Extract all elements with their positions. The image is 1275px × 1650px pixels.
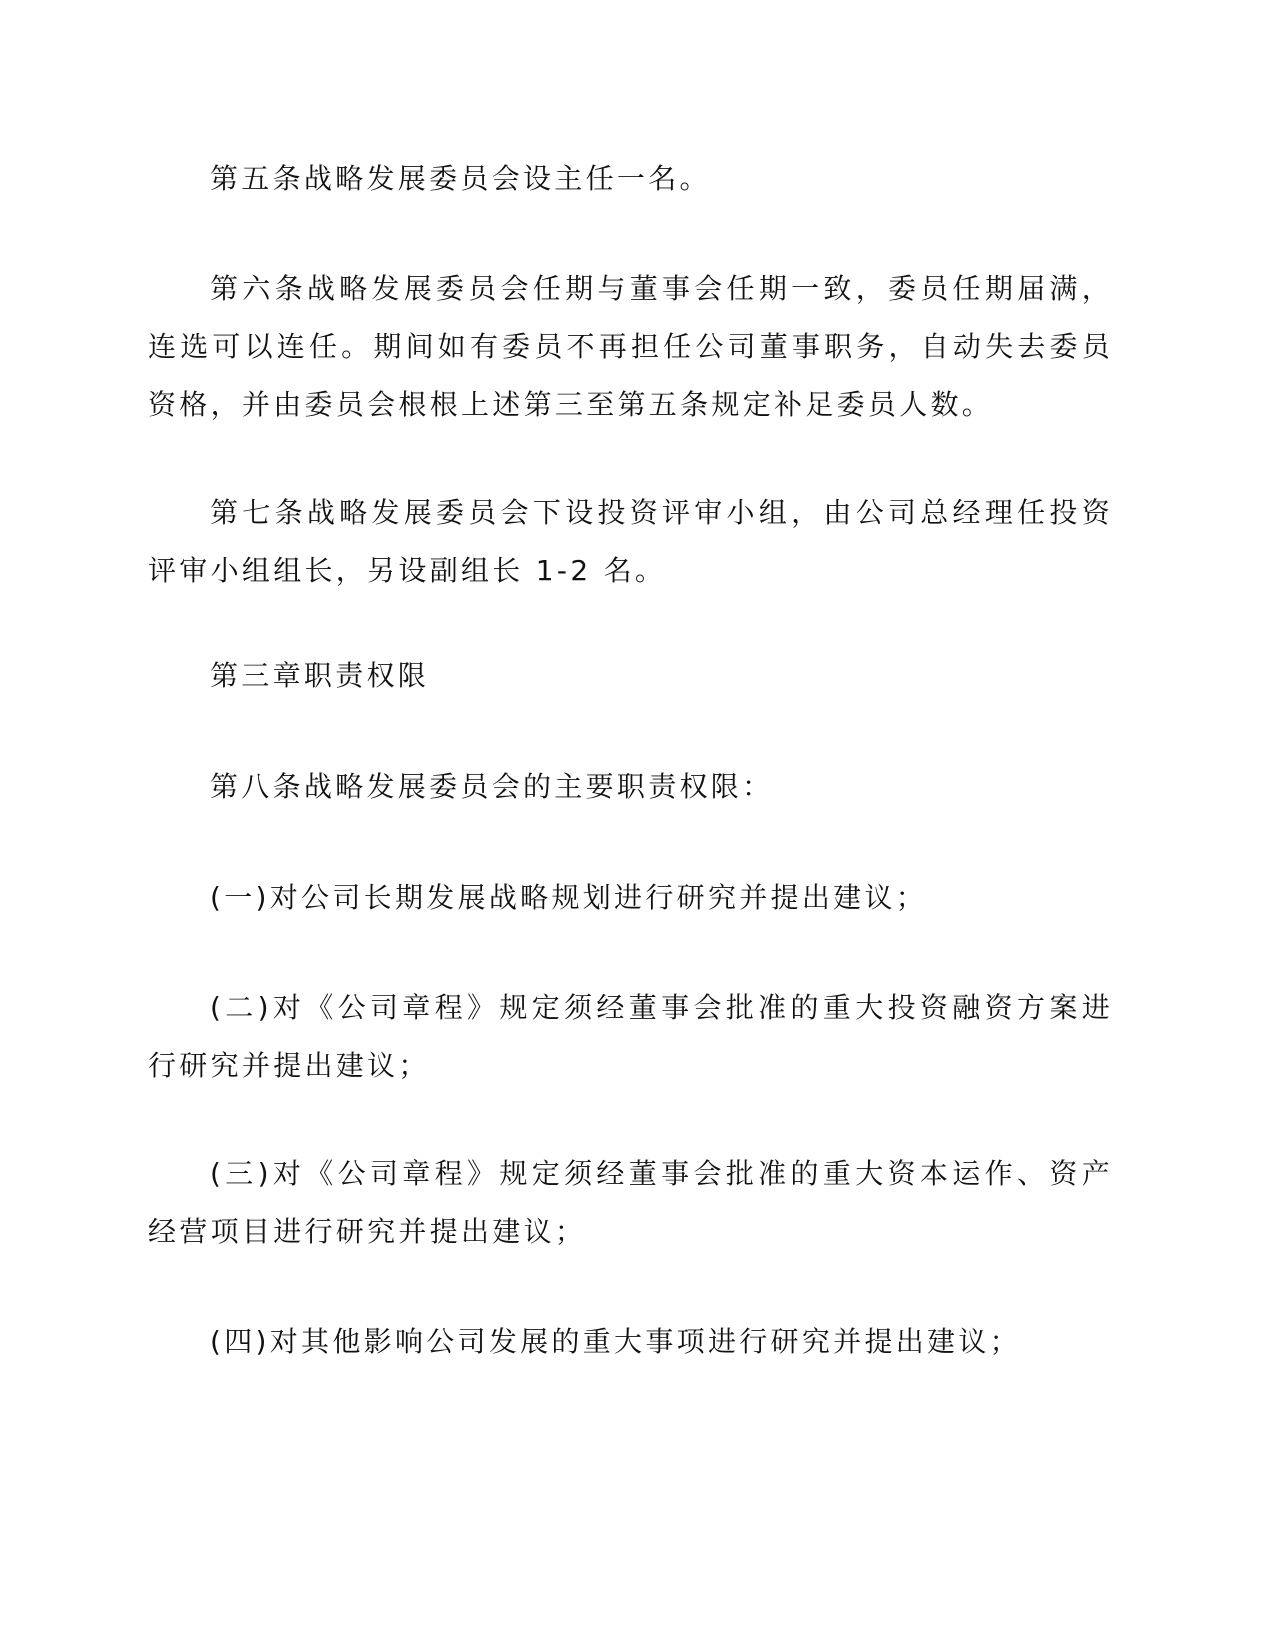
article-8-paragraph: 第八条战略发展委员会的主要职责权限： (210, 770, 774, 803)
item-3-paragraph: (三)对《公司章程》规定须经董事会批准的重大资本运作、资产经营项目进行研究并提出建议； (148, 1157, 1113, 1248)
article-6-paragraph: 第六条战略发展委员会任期与董事会任期一致，委员任期届满，连选可以连任。期间如有委员不再担任公司董事职务，自动失去委员资格，并由委员会根根上述第三至第五条规定补足委员人数。 (148, 272, 1113, 421)
document-page (148, 0, 1113, 1650)
item-2-paragraph: (二)对《公司章程》规定须经董事会批准的重大投资融资方案进行研究并提出建议； (148, 991, 1113, 1082)
article-5-paragraph: 第五条战略发展委员会设主任一名。 (210, 162, 711, 195)
chapter-3-heading: 第三章职责权限 (210, 659, 430, 692)
article-7-paragraph: 第七条战略发展委员会下设投资评审小组，由公司总经理任投资评审小组组长，另设副组长 1-2 名。 (148, 496, 1113, 587)
item-4-paragraph: (四)对其他影响公司发展的重大事项进行研究并提出建议； (210, 1325, 1021, 1358)
item-1-paragraph: (一)对公司长期发展战略规划进行研究并提出建议； (210, 881, 928, 914)
